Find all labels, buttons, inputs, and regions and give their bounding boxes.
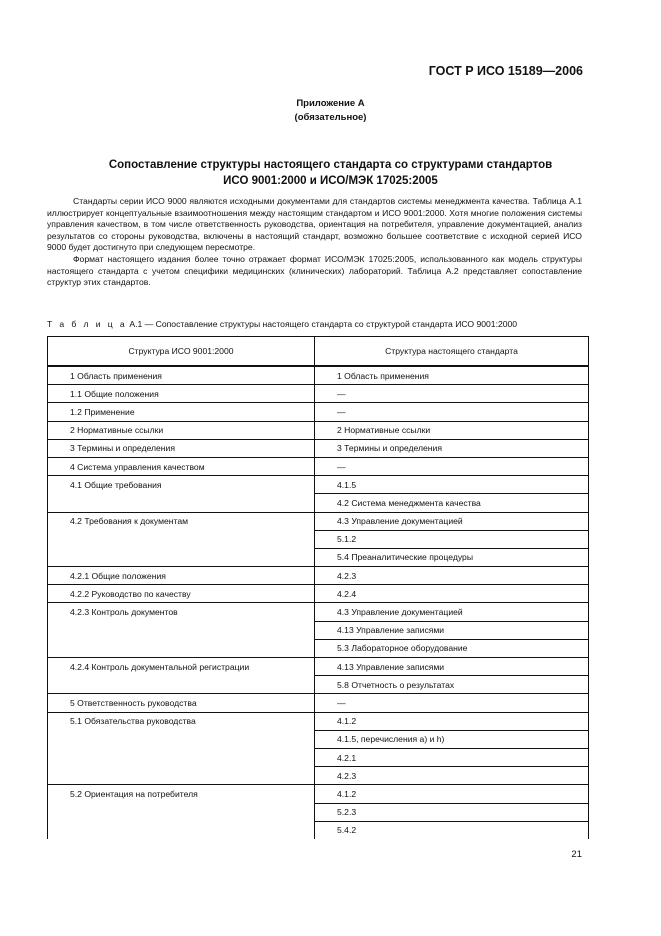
cell-iso9001: 4.2.4 Контроль документальной регистрации <box>48 658 315 676</box>
cell-this-standard: 4.1.2 <box>315 712 589 730</box>
table-row <box>48 366 589 385</box>
cell-iso9001 <box>48 548 315 566</box>
cell-this-standard: 4.3 Управление документацией <box>315 512 589 530</box>
table-row <box>48 439 589 457</box>
table-row <box>48 512 589 530</box>
cell-iso9001: 5.2 Ориентация на потребителя <box>48 785 315 803</box>
cell-this-standard: 5.3 Лабораторное оборудование <box>315 639 589 657</box>
annex-title: Приложение А <box>296 98 365 109</box>
cell-iso9001 <box>48 748 315 766</box>
table-row <box>48 530 589 548</box>
paragraph: Формат настоящего издания более точно отражает формат ИСО/МЭК 17025:2005, использованного как модель структуры настоящего стандарта с учетом специфики медицинских (клинических) лабораторий. Таблица А.2 представляет сопоставление структур этих стандартов. <box>47 253 582 288</box>
table-caption <box>47 319 607 329</box>
table-header-row <box>48 337 589 367</box>
table-row <box>48 476 589 494</box>
cell-iso9001: 4 Система управления качеством <box>48 457 315 475</box>
cell-this-standard: 4.1.5, перечисления a) и h) <box>315 730 589 748</box>
table-caption-prefix: Т а б л и ц а <box>47 319 127 329</box>
table-row <box>48 658 589 676</box>
cell-this-standard: 4.2.4 <box>315 585 589 603</box>
cell-this-standard: 4.2.3 <box>315 567 589 585</box>
section-heading-line-2: ИСО 9001:2000 и ИСО/МЭК 17025:2005 <box>223 175 438 187</box>
table-row <box>48 730 589 748</box>
cell-iso9001 <box>48 494 315 512</box>
cell-this-standard: 4.1.5 <box>315 476 589 494</box>
cell-iso9001: 4.2.3 Контроль документов <box>48 603 315 621</box>
cell-iso9001 <box>48 821 315 839</box>
cell-this-standard: 4.2.1 <box>315 748 589 766</box>
cell-this-standard: 2 Нормативные ссылки <box>315 421 589 439</box>
cell-this-standard: 5.8 Отчетность о результатах <box>315 676 589 694</box>
cell-iso9001 <box>48 767 315 785</box>
cell-iso9001: 4.2 Требования к документам <box>48 512 315 530</box>
cell-iso9001: 2 Нормативные ссылки <box>48 421 315 439</box>
cell-this-standard: 1 Область применения <box>315 366 589 385</box>
cell-this-standard: 4.3 Управление документацией <box>315 603 589 621</box>
cell-iso9001: 1.2 Применение <box>48 403 315 421</box>
comparison-table <box>47 336 589 839</box>
cell-this-standard: — <box>315 457 589 475</box>
table-row <box>48 457 589 475</box>
cell-this-standard: — <box>315 385 589 403</box>
table-row <box>48 821 589 839</box>
table-row <box>48 694 589 712</box>
table-row <box>48 567 589 585</box>
column-header-iso9001: Структура ИСО 9001:2000 <box>48 337 315 367</box>
cell-iso9001: 4.2.1 Общие положения <box>48 567 315 585</box>
table-row <box>48 385 589 403</box>
cell-this-standard: 5.1.2 <box>315 530 589 548</box>
cell-iso9001: 5.1 Обязательства руководства <box>48 712 315 730</box>
cell-this-standard: 5.2.3 <box>315 803 589 821</box>
body-text <box>47 196 582 289</box>
table-row <box>48 803 589 821</box>
cell-iso9001: 1.1 Общие положения <box>48 385 315 403</box>
cell-iso9001 <box>48 621 315 639</box>
cell-this-standard: 4.2 Система менеджмента качества <box>315 494 589 512</box>
table-row <box>48 421 589 439</box>
cell-this-standard: 4.1.2 <box>315 785 589 803</box>
page-number: 21 <box>571 849 582 860</box>
table-row <box>48 676 589 694</box>
annex-heading <box>0 97 661 125</box>
cell-this-standard: 4.2.3 <box>315 767 589 785</box>
paragraph: Стандарты серии ИСО 9000 являются исходными документами для стандартов системы менеджмента качества. Таблица А.1 иллюстрирует концептуальные взаимоотношения между настоящим стандартом и ИСО 9001:2000. Хотя многие положения системы управления качеством, в том числе ответственность руководства, ориентация на потребителя, управление документацией, анализ результатов со стороны руководства, включены в настоящий стандарт, возможно большее соответствие с исходной серией ИСО 9000 будет достигнуто при следующем пересмотре. <box>47 196 582 253</box>
table-row <box>48 403 589 421</box>
cell-iso9001 <box>48 530 315 548</box>
table-row <box>48 712 589 730</box>
cell-iso9001: 5 Ответственность руководства <box>48 694 315 712</box>
section-heading <box>0 157 661 189</box>
column-header-this-standard: Структура настоящего стандарта <box>315 337 589 367</box>
table-row <box>48 621 589 639</box>
table-row <box>48 767 589 785</box>
annex-status: (обязательное) <box>294 112 367 123</box>
cell-this-standard: 4.13 Управление записями <box>315 621 589 639</box>
table-row <box>48 585 589 603</box>
cell-this-standard: — <box>315 694 589 712</box>
document-code: ГОСТ Р ИСО 15189—2006 <box>428 64 583 78</box>
table-row <box>48 748 589 766</box>
cell-iso9001: 4.1 Общие требования <box>48 476 315 494</box>
cell-iso9001: 4.2.2 Руководство по качеству <box>48 585 315 603</box>
table-body <box>48 366 589 839</box>
cell-iso9001: 3 Термины и определения <box>48 439 315 457</box>
table-row <box>48 603 589 621</box>
table-row <box>48 639 589 657</box>
table-row <box>48 548 589 566</box>
cell-this-standard: — <box>315 403 589 421</box>
cell-this-standard: 3 Термины и определения <box>315 439 589 457</box>
table-row <box>48 785 589 803</box>
cell-this-standard: 5.4 Преаналитические процедуры <box>315 548 589 566</box>
cell-iso9001 <box>48 730 315 748</box>
table-row <box>48 494 589 512</box>
cell-iso9001: 1 Область применения <box>48 366 315 385</box>
section-heading-line-1: Сопоставление структуры настоящего стандарта со структурами стандартов <box>108 159 553 171</box>
cell-iso9001 <box>48 639 315 657</box>
cell-iso9001 <box>48 803 315 821</box>
cell-this-standard: 4.13 Управление записями <box>315 658 589 676</box>
table-caption-text: А.1 — Сопоставление структуры настоящего стандарта со структурой стандарта ИСО 9001:2000 <box>129 319 518 329</box>
cell-iso9001 <box>48 676 315 694</box>
cell-this-standard: 5.4.2 <box>315 821 589 839</box>
